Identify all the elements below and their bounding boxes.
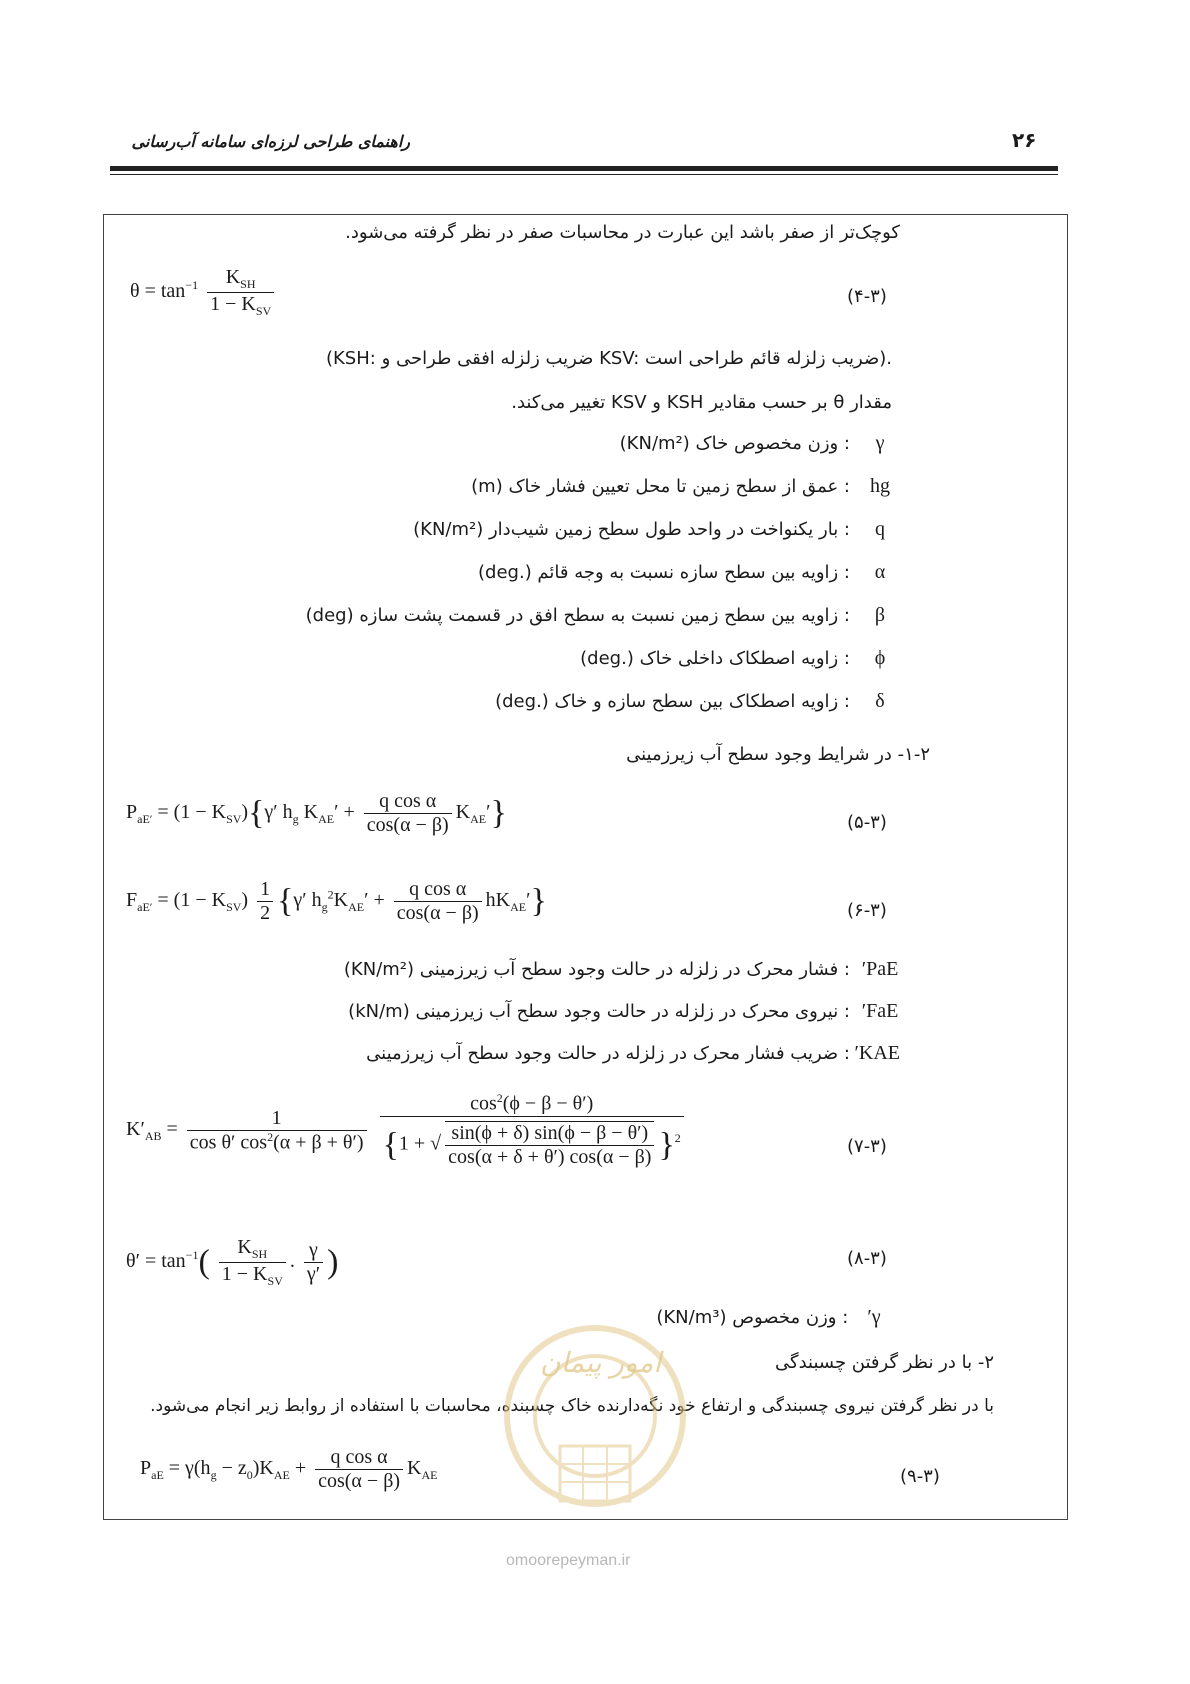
definition-symbol: hg	[870, 475, 890, 497]
definition-symbol: PaE′	[861, 958, 899, 980]
equation-number-6-3: (۶-۳)	[847, 900, 887, 921]
equation-number-4-3: (۴-۳)	[847, 286, 887, 307]
definition-symbol: α	[874, 561, 886, 583]
definition-row	[495, 690, 900, 713]
definition-row	[344, 958, 900, 981]
equation-7-3: $K'_{AB}$ = $\frac{1}{\cos \theta' \cos^2(\alpha + \beta + \theta')}$ $\cos^2(\phi - \beta - \theta')$ {1 + √ $\frac{\sin(\phi + \delta) \sin(\phi - \beta - \theta')}{\cos(\alpha + \delta + \theta') \cos(\alpha - \beta)}$ }$^2$	[126, 1092, 688, 1169]
watermark-logo-text: امور پیمان	[540, 1346, 662, 1379]
definition-symbol: β	[874, 604, 886, 626]
cohesion-paragraph: با در نظر گرفتن نیروی چسبندگی و ارتفاع خود نگه‌دارنده خاک چسبنده، محاسبات با استفاده از روابط زیر انجام می‌شود.	[150, 1396, 994, 1416]
equation-number-7-3: (۷-۳)	[847, 1136, 887, 1157]
equation-4-3: $\theta = \tan^{-1}$ $\frac{K_{SH}}{1 - K_{SV}}$	[130, 266, 278, 319]
definition-row	[620, 432, 900, 455]
definition-symbol: FaE′	[861, 1000, 899, 1022]
definition-row	[306, 604, 900, 627]
equation-6-3: $F_{aE'} = (1 - K_{SV})$ $\frac{1}{2}$ {γ′ $h_g^2K_{AE}'$ + $\frac{\text{q cos α}}{\cos(\alpha - \beta)}$ $hK_{AE}'$}	[126, 878, 547, 924]
definition-row	[413, 518, 900, 541]
definition-text: : فشار محرک در زلزله در حالت وجود سطح آب زیرزمینی (KN/m²)	[343, 959, 850, 980]
definition-symbol: q	[875, 518, 885, 540]
equation-9-3: $P_{aE} = \gamma(h_g - z_0)K_{AE}$ + $\frac{\text{q cos α}}{\cos(\alpha - \beta)}$ $K_{AE}$	[140, 1446, 438, 1492]
equation-5-3: $P_{aE'} = (1 - K_{SV})\{\gamma'$ $h_g$ $K_{AE}'$ + $\frac{\text{q cos α}}{\cos(\alpha - \beta)}$ $K_{AE}'$}	[126, 790, 507, 836]
header-rule-thick	[110, 166, 1058, 171]
section-heading-2: ۲- با در نظر گرفتن چسبندگی	[775, 1352, 994, 1373]
definition-text: : ضریب فشار محرک در زلزله در حالت وجود سطح آب زیرزمینی	[366, 1043, 850, 1064]
definition-row	[471, 475, 900, 498]
definition-symbol: KAE′	[854, 1042, 900, 1064]
definition-row	[366, 1042, 900, 1065]
definition-symbol: δ	[875, 690, 885, 712]
definition-row	[478, 561, 900, 584]
watermark-site: omoorepeyman.ir	[506, 1552, 631, 1569]
definition-symbol: ϕ	[874, 647, 886, 669]
header-rule-thin	[110, 174, 1058, 175]
running-header-title: راهنمای طراحی لرزه‌ای سامانه آب‌رسانی	[131, 132, 410, 151]
page-number: ۲۶	[1012, 128, 1037, 152]
equation-number-5-3: (۵-۳)	[847, 812, 887, 833]
equation-number-9-3: (۹-۳)	[900, 1466, 940, 1487]
definition-text: : زاویه اصطکاک بین سطح سازه و خاک (.deg)	[495, 691, 850, 712]
definition-row	[580, 647, 900, 670]
definition-text: : زاویه بین سطح سازه نسبت به وجه قائم (.deg)	[478, 562, 850, 583]
gamma-prime-symbol: γ′	[867, 1306, 881, 1328]
definition-text: : نیروی محرک در زلزله در حالت وجود سطح آب زیرزمینی (kN/m)	[348, 1001, 850, 1022]
definition-text: : زاویه بین سطح زمین نسبت به سطح افق در قسمت پشت سازه (deg)	[305, 605, 850, 626]
theta-note: مقدار θ بر حسب مقادیر KSH و KSV تغییر می‌کند.	[511, 392, 892, 413]
section-heading-2-1: ۱-۲- در شرایط وجود سطح آب زیرزمینی	[626, 744, 930, 765]
definition-text: : عمق از سطح زمین تا محل تعیین فشار خاک (m)	[471, 476, 850, 497]
equation-8-3: $\theta' = \tan^{-1}$( $\frac{K_{SH}}{1 - K_{SV}}$ . $\frac{\gamma}{\gamma'}$ )	[126, 1236, 339, 1288]
ksh-definition: (KSH: ضریب زلزله افقی طراحی و KSV: ضریب زلزله قائم طراحی است).	[325, 348, 892, 369]
equation-number-8-3: (۸-۳)	[847, 1248, 887, 1269]
definition-row	[348, 1000, 900, 1023]
intro-line: کوچک‌تر از صفر باشد این عبارت در محاسبات صفر در نظر گرفته می‌شود.	[345, 222, 900, 243]
gamma-prime-text: : وزن مخصوص (KN/m³)	[656, 1307, 849, 1328]
definition-text: : بار یکنواخت در واحد طول سطح زمین شیب‌دار (KN/m²)	[413, 519, 850, 540]
definition-symbol: γ	[875, 432, 885, 454]
definition-text: : زاویه اصطکاک داخلی خاک (.deg)	[580, 648, 850, 669]
gamma-prime-definition	[656, 1306, 894, 1329]
definition-text: : وزن مخصوص خاک (KN/m²)	[619, 433, 850, 454]
